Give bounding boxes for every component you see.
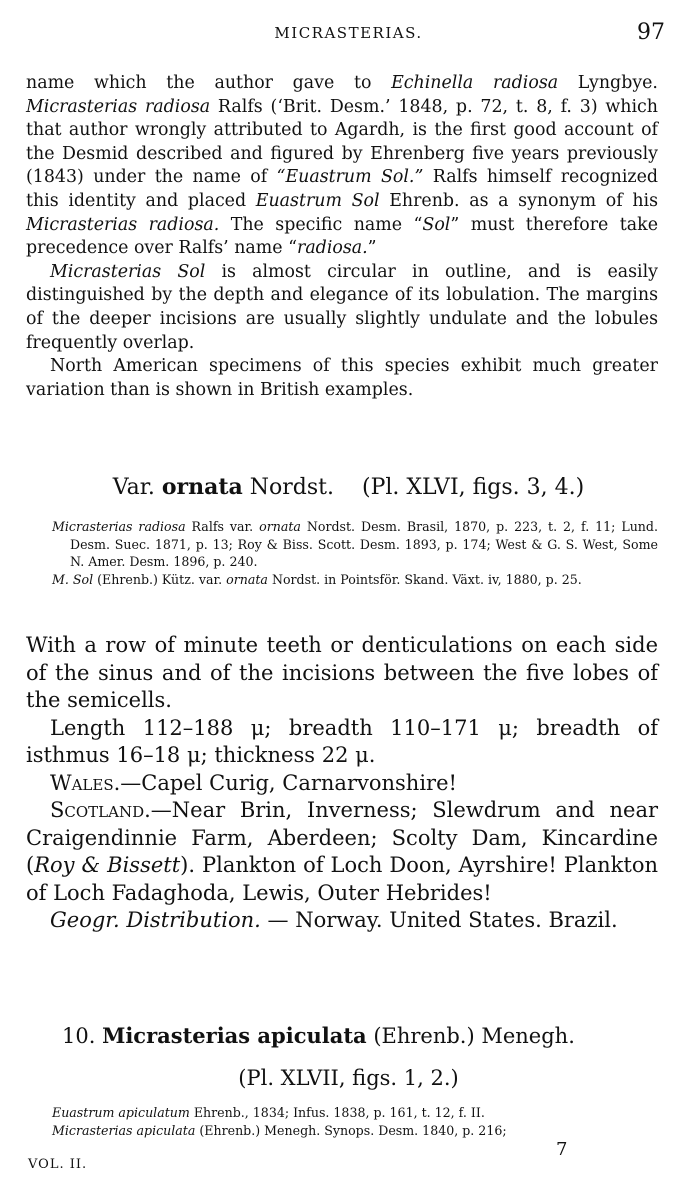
synonymy-entry: Micrasterias radiosa Ralfs var. ornata Nordst. Desm. Brasil, 1870, p. 223, t. 2, f. 11; Lund. Desm. Suec. 1871, p. 13; Roy & Biss. Scott. Desm. 1893, p. 174; West & G. S. West, Some N. Amer. Desm. 1896, p. 240. xyxy=(52,519,658,570)
distribution-paragraph: Geogr. Distribution. — Norway. United States. Brazil. xyxy=(50,908,618,932)
scotland-locality: Scotland.—Near Brin, Inverness; Slewdrum and near Craigendinnie Farm, Aberdeen; Scolty Dam, Kincardine (Roy & Bissett). Plankton of Loch Doon, Ayrshire! Plankton of Loch Fadaghoda, Lewis, Outer Hebrides! xyxy=(26,798,658,905)
page-number: 97 xyxy=(637,20,665,45)
species-plate-reference: (Pl. XLVII, figs. 1, 2.) xyxy=(238,1066,459,1090)
species-synonymy xyxy=(52,1104,658,1139)
running-title: MICRASTERIAS. xyxy=(274,24,423,42)
sheet-number: 7 xyxy=(556,1139,568,1160)
intro-paragraph-1: name which the author gave to Echinella radiosa Lyngbye. Micrasterias radiosa Ralfs (‘Brit. Desm.’ 1848, p. 72, t. 8, f. 3) which that author wrongly attributed to Agardh, is the first good account of the Desmid described and figured by Ehrenberg five years previously (1843) under the name of “Euastrum Sol.” Ralfs himself recognized this identity and placed Euastrum Sol Ehrenb. as a synonym of his Micrasterias radiosa. The specific name “Sol” must therefore take precedence over Ralfs’ name “radiosa.” xyxy=(26,73,659,259)
synonymy-entry: Euastrum apiculatum Ehrenb., 1834; Infus. 1838, p. 161, t. 12, f. II. xyxy=(52,1105,485,1120)
wales-locality: Wales.—Capel Curig, Carnarvonshire! xyxy=(50,770,457,795)
description-paragraph: With a row of minute teeth or denticulations on each side of the sinus and of the incisions between the five lobes of the semicells. xyxy=(26,633,658,712)
intro-paragraph-2: Micrasterias Sol is almost circular in outline, and is easily distinguished by the depth and elegance of its lobulation. The margins of the deeper incisions are usually slightly undulate and the lobules frequently overlap. xyxy=(26,261,658,353)
synonymy-entry: M. Sol (Ehrenb.) Kütz. var. ornata Nordst. in Pointsför. Skand. Växt. iv, 1880, p. 25. xyxy=(52,571,582,587)
variety-heading: Var. ornata Nordst. (Pl. XLVI, figs. 3, 4.) xyxy=(112,474,585,500)
variety-synonymy xyxy=(52,518,658,588)
page-header xyxy=(0,18,697,48)
dimensions-paragraph: Length 112–188 μ; breadth 110–171 μ; breadth of isthmus 16–18 μ; thickness 22 μ. xyxy=(26,715,658,767)
variety-description xyxy=(26,632,658,935)
intro-paragraph-3: North American specimens of this species exhibit much greater variation than is shown in British examples. xyxy=(26,356,658,400)
synonymy-entry: Micrasterias apiculata (Ehrenb.) Menegh. Synops. Desm. 1840, p. 216; xyxy=(52,1122,507,1138)
volume-signature: VOL. II. xyxy=(28,1157,88,1172)
species-heading: 10. Micrasterias apiculata (Ehrenb.) Menegh. xyxy=(62,1023,575,1048)
intro-text xyxy=(26,72,658,402)
